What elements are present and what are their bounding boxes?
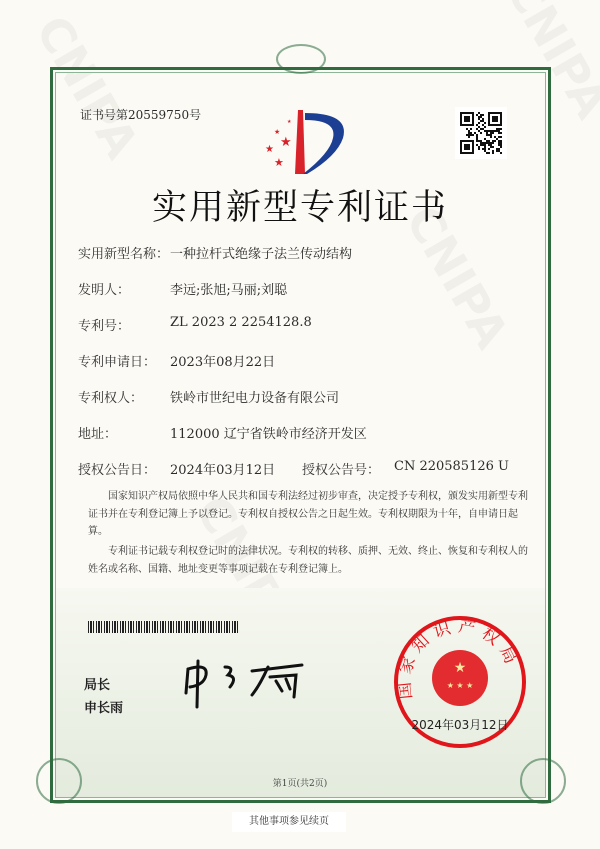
official-seal [392, 614, 528, 750]
svg-text:★: ★ [265, 144, 274, 155]
field-grant-pub-no: 授权公告号： CN 220585126 U [302, 459, 509, 478]
field-name: 实用新型名称： 一种拉杆式绝缘子法兰传动结构 [78, 247, 353, 262]
handwritten-signature [180, 655, 310, 714]
svg-text:2024年03月12日: 2024年03月12日 [411, 718, 509, 732]
svg-text:★ ★ ★: ★ ★ ★ [446, 681, 474, 690]
paragraph-grant: 国家知识产权局依照中华人民共和国专利法经过初步审查，决定授予专利权，颁发实用新型专利证书并在专利登记簿上予以登记。专利权自授权公告之日起生效。专利权期限为十年，自申请日起算。 [88, 491, 528, 537]
cnipa-logo [255, 108, 355, 182]
signatory-name: 申长雨 [84, 701, 124, 716]
svg-text:★: ★ [287, 119, 292, 125]
top-ornament [276, 44, 326, 74]
signatory-title: 局长 [84, 678, 111, 693]
certificate-title: 实用新型专利证书 [151, 188, 448, 228]
field-inventors: 发明人： 李远;张旭;马丽;刘聪 [78, 283, 288, 298]
footer-note: 其他事项参见续页 [232, 812, 346, 832]
field-patent-number: 专利号： ZL 2023 2 2254128.8 [78, 315, 312, 334]
barcode [88, 621, 238, 633]
field-filing-date: 专利申请日： 2023年08月22日 [78, 355, 276, 370]
paragraph-legal-status: 专利证书记载专利权登记时的法律状况。专利权的转移、质押、无效、终止、恢复和专利权人的姓名或名称、国籍、地址变更等事项记载在专利登记簿上。 [88, 546, 528, 575]
svg-text:国家知识产权局: 国家知识产权局 [394, 616, 524, 701]
svg-text:★: ★ [274, 156, 284, 169]
svg-text:★: ★ [280, 135, 292, 150]
certificate-number: 证书号第20559750号 [80, 108, 202, 122]
field-patentee: 专利权人： 铁岭市世纪电力设备有限公司 [78, 391, 340, 406]
svg-text:★: ★ [453, 660, 467, 676]
qr-code [455, 107, 507, 159]
field-address: 地址： 112000 辽宁省铁岭市经济开发区 [78, 427, 367, 442]
field-grant-date: 授权公告日： 2024年03月12日 [78, 463, 276, 478]
svg-text:★: ★ [274, 128, 281, 136]
page-number: 第1页(共2页) [272, 779, 328, 789]
